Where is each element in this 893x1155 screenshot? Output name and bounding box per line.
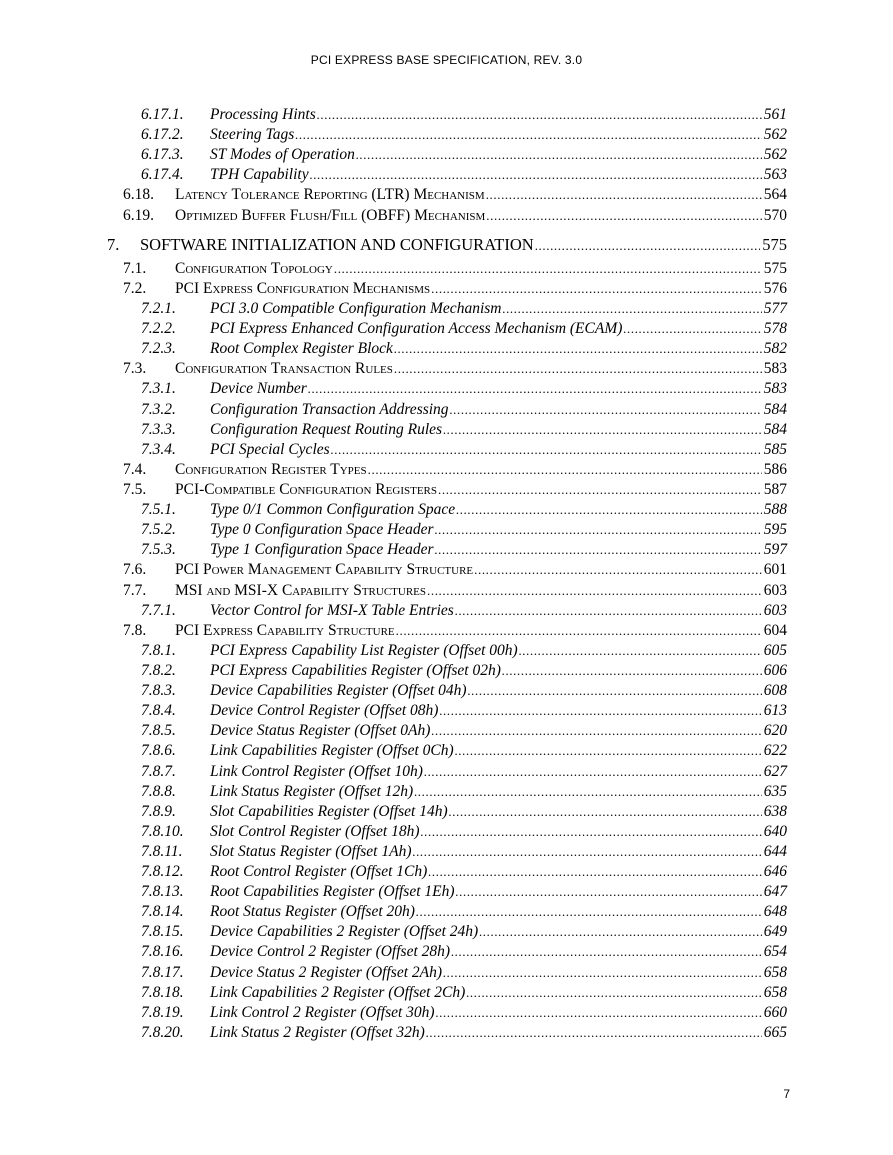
toc-entry-line	[175, 621, 787, 641]
toc-entry[interactable]	[0, 400, 893, 420]
toc-entry[interactable]	[0, 782, 893, 802]
toc-entry-number: 7.8.10.	[141, 822, 184, 840]
toc-entry-page[interactable]: 665	[763, 1023, 787, 1041]
toc-entry-line	[210, 782, 787, 802]
toc-entry-title[interactable]: Device Status 2 Register (Offset 2Ah)	[210, 963, 443, 981]
toc-entry[interactable]	[0, 520, 893, 540]
toc-entry-line	[210, 802, 787, 822]
toc-entry-line	[175, 279, 787, 299]
toc-entry-page[interactable]: 648	[763, 903, 787, 921]
toc-entry-page[interactable]: 584	[763, 420, 787, 438]
toc-entry-page[interactable]: 608	[763, 682, 787, 700]
dot-leader	[455, 601, 762, 621]
toc-entry-line	[210, 520, 787, 540]
toc-entry[interactable]	[0, 259, 893, 279]
toc-entry-line	[210, 681, 787, 701]
dot-leader	[451, 942, 762, 962]
toc-entry-number: 7.8.	[123, 621, 147, 639]
toc-entry-number: 7.8.15.	[141, 923, 184, 941]
toc-entry[interactable]	[0, 882, 893, 902]
toc-entry-title[interactable]: Slot Capabilities Register (Offset 14h)	[210, 802, 448, 820]
dot-leader	[455, 741, 762, 761]
toc-entry-line	[210, 339, 787, 359]
toc-entry-line	[175, 581, 787, 601]
toc-entry[interactable]	[0, 420, 893, 440]
toc-entry[interactable]	[0, 862, 893, 882]
dot-leader	[436, 1003, 762, 1023]
toc-entry-number: 6.18.	[123, 186, 154, 204]
toc-entry-number: 7.2.	[123, 279, 147, 297]
toc-entry-line	[210, 1003, 787, 1023]
toc-entry-page[interactable]: 564	[763, 186, 787, 204]
toc-entry[interactable]	[0, 942, 893, 962]
dot-leader	[428, 862, 761, 882]
toc-entry-title[interactable]: PCI 3.0 Compatible Configuration Mechanism	[210, 299, 502, 317]
toc-entry-title[interactable]: Link Capabilities Register (Offset 0Ch)	[210, 742, 454, 760]
toc-entry-number: 7.8.11.	[141, 842, 183, 860]
toc-entry-line	[210, 105, 787, 125]
toc-entry-line	[210, 741, 787, 761]
toc-entry-title[interactable]: Vector Control for MSI-X Table Entries	[210, 601, 454, 619]
toc-entry-title[interactable]: Device Capabilities Register (Offset 04h)	[210, 682, 467, 700]
dot-leader	[486, 206, 761, 226]
toc-entry-title[interactable]: Slot Status Register (Offset 1Ah)	[210, 842, 412, 860]
toc-entry-page[interactable]: 620	[763, 722, 787, 740]
toc-entry[interactable]	[0, 235, 893, 255]
toc-entry-title[interactable]: SOFTWARE INITIALIZATION AND CONFIGURATION	[140, 234, 534, 254]
toc-entry-page[interactable]: 627	[763, 762, 787, 780]
dot-leader	[456, 500, 762, 520]
dot-leader	[412, 842, 761, 862]
toc-entry[interactable]	[0, 802, 893, 822]
toc-entry-title[interactable]: Latency Tolerance Reporting (LTR) Mechanism	[175, 186, 485, 204]
toc-entry-number: 7.7.	[123, 581, 147, 599]
toc-entry-title[interactable]: Configuration Topology	[175, 259, 333, 277]
toc-entry[interactable]	[0, 581, 893, 601]
toc-entry[interactable]	[0, 641, 893, 661]
toc-entry-page[interactable]: 649	[763, 923, 787, 941]
toc-entry-page[interactable]: 658	[763, 963, 787, 981]
toc-entry-page[interactable]: 561	[763, 106, 787, 123]
toc-entry-number: 6.17.3.	[141, 146, 184, 164]
dot-leader	[295, 125, 761, 145]
toc-entry-line	[210, 400, 787, 420]
toc-entry-title[interactable]: Device Control Register (Offset 08h)	[210, 702, 439, 720]
toc-entry-title[interactable]: Configuration Transaction Rules	[175, 360, 393, 378]
dot-leader	[356, 145, 762, 165]
toc-entry-title[interactable]: Link Capabilities 2 Register (Offset 2Ch)	[210, 983, 466, 1001]
toc-entry-number: 7.2.2.	[141, 320, 176, 338]
toc-entry-line	[210, 661, 787, 681]
toc-entry-title[interactable]: Steering Tags	[210, 126, 295, 144]
dot-leader	[396, 621, 762, 641]
toc-entry-page[interactable]: 582	[763, 340, 787, 358]
toc-entry-title[interactable]: Slot Control Register (Offset 18h)	[210, 822, 420, 840]
toc-entry-line	[210, 721, 787, 741]
toc-entry-page[interactable]: 576	[763, 279, 787, 297]
toc-entry-number: 7.	[107, 234, 120, 254]
toc-entry[interactable]	[0, 540, 893, 560]
toc-entry-number: 7.3.	[123, 360, 147, 378]
toc-entry-number: 7.8.12.	[141, 863, 184, 881]
dot-leader	[427, 581, 762, 601]
toc-entry[interactable]	[0, 842, 893, 862]
toc-entry-title[interactable]: Configuration Request Routing Rules	[210, 420, 443, 438]
toc-entry-page[interactable]: 647	[763, 883, 787, 901]
toc-entry-number: 7.8.20.	[141, 1023, 184, 1041]
toc-entry[interactable]	[0, 500, 893, 520]
toc-entry-number: 7.8.8.	[141, 782, 176, 800]
toc-entry-page[interactable]: 660	[763, 1003, 787, 1021]
toc-entry-number: 7.8.5.	[141, 722, 176, 740]
toc-entry[interactable]	[0, 1003, 893, 1023]
toc-entry[interactable]	[0, 741, 893, 761]
toc-entry[interactable]	[0, 279, 893, 299]
dot-leader	[334, 259, 762, 279]
toc-entry[interactable]	[0, 206, 893, 226]
toc-entry-number: 7.8.6.	[141, 742, 176, 760]
toc-entry[interactable]	[0, 822, 893, 842]
toc-entry[interactable]	[0, 185, 893, 205]
toc-entry-title[interactable]: Link Control Register (Offset 10h)	[210, 762, 423, 780]
toc-entry-page[interactable]: 604	[763, 621, 787, 639]
dot-leader	[308, 379, 762, 399]
toc-entry-number: 7.5.	[123, 480, 147, 498]
toc-entry-title[interactable]: Device Control 2 Register (Offset 28h)	[210, 943, 451, 961]
toc-entry-number: 7.8.9.	[141, 802, 176, 820]
toc-entry-page[interactable]: 635	[763, 782, 787, 800]
toc-entry-line	[210, 963, 787, 983]
toc-entry-title[interactable]: PCI Express Configuration Mechanisms	[175, 279, 431, 297]
toc-entry-title[interactable]: Configuration Transaction Addressing	[210, 400, 449, 418]
toc-entry-line	[210, 440, 787, 460]
toc-entry-page[interactable]: 622	[763, 742, 787, 760]
toc-entry-page[interactable]: 658	[763, 983, 787, 1001]
toc-entry-title[interactable]: Root Complex Register Block	[210, 340, 393, 358]
table-of-contents	[0, 105, 893, 1043]
toc-entry-number: 7.8.1.	[141, 641, 176, 659]
toc-entry-number: 7.8.7.	[141, 762, 176, 780]
dot-leader	[416, 902, 762, 922]
toc-entry[interactable]	[0, 963, 893, 983]
toc-entry-line	[210, 125, 787, 145]
toc-entry-page[interactable]: 595	[763, 521, 787, 539]
toc-entry-page[interactable]: 585	[763, 440, 787, 458]
toc-entry-title[interactable]: PCI Express Capabilities Register (Offset 02h)	[210, 661, 501, 679]
dot-leader	[421, 822, 762, 842]
toc-entry-title[interactable]: Processing Hints	[210, 106, 316, 123]
toc-entry-page[interactable]: 562	[763, 126, 787, 144]
toc-entry-page[interactable]: 606	[763, 661, 787, 679]
toc-entry-page[interactable]: 583	[763, 380, 787, 398]
toc-entry-page[interactable]: 640	[763, 822, 787, 840]
toc-entry-title[interactable]: Root Status Register (Offset 20h)	[210, 903, 415, 921]
toc-entry[interactable]	[0, 339, 893, 359]
toc-entry-line	[175, 259, 787, 279]
toc-entry-title[interactable]: Type 0/1 Common Configuration Space	[210, 501, 456, 519]
dot-leader	[394, 339, 762, 359]
toc-entry-line	[210, 145, 787, 165]
toc-entry-title[interactable]: PCI Special Cycles	[210, 440, 330, 458]
toc-entry-title[interactable]: PCI Express Enhanced Configuration Access Mechanism (ECAM)	[210, 320, 623, 338]
toc-entry-page[interactable]: 603	[763, 601, 787, 619]
toc-entry[interactable]	[0, 359, 893, 379]
dot-leader	[443, 963, 762, 983]
toc-entry-number: 7.2.1.	[141, 299, 176, 317]
dot-leader	[439, 701, 761, 721]
toc-entry-number: 6.17.2.	[141, 126, 184, 144]
toc-entry-line	[210, 902, 787, 922]
toc-entry-page[interactable]: 563	[763, 166, 787, 184]
toc-entry-title[interactable]: Device Capabilities 2 Register (Offset 24h)	[210, 923, 479, 941]
dot-leader	[414, 782, 762, 802]
toc-entry-line	[175, 460, 787, 480]
toc-entry-line	[210, 420, 787, 440]
toc-entry[interactable]	[0, 299, 893, 319]
toc-entry-number: 7.8.14.	[141, 903, 184, 921]
toc-entry-number: 7.5.3.	[141, 541, 176, 559]
toc-entry[interactable]	[0, 165, 893, 185]
toc-entry[interactable]	[0, 762, 893, 782]
toc-entry-line	[175, 185, 787, 205]
toc-entry[interactable]	[0, 560, 893, 580]
toc-entry[interactable]	[0, 721, 893, 741]
toc-entry-number: 7.8.3.	[141, 682, 176, 700]
dot-leader	[435, 520, 762, 540]
toc-entry-line	[210, 641, 787, 661]
toc-entry-line	[210, 762, 787, 782]
toc-entry-number: 7.3.2.	[141, 400, 176, 418]
toc-entry-number: 7.8.13.	[141, 883, 184, 901]
toc-entry[interactable]	[0, 125, 893, 145]
toc-entry-page[interactable]: 586	[763, 460, 787, 478]
toc-entry-line	[140, 235, 787, 256]
toc-entry-line	[210, 942, 787, 962]
toc-entry-title[interactable]: PCI Power Management Capability Structure	[175, 561, 474, 579]
dot-leader	[468, 681, 762, 701]
toc-entry[interactable]	[0, 661, 893, 681]
toc-entry-title[interactable]: PCI Express Capability List Register (Offset 00h)	[210, 641, 518, 659]
toc-entry-page[interactable]: 644	[763, 842, 787, 860]
toc-entry-number: 7.8.18.	[141, 983, 184, 1001]
toc-entry[interactable]	[0, 601, 893, 621]
toc-entry[interactable]	[0, 902, 893, 922]
toc-entry-number: 7.6.	[123, 561, 147, 579]
dot-leader	[456, 882, 762, 902]
toc-entry-line	[210, 922, 787, 942]
toc-entry-page[interactable]: 603	[763, 581, 787, 599]
toc-entry-page[interactable]: 575	[763, 259, 787, 277]
toc-entry-number: 6.17.1.	[141, 106, 184, 123]
toc-entry-page[interactable]: 588	[763, 501, 787, 519]
toc-entry-title[interactable]: Link Status 2 Register (Offset 32h)	[210, 1023, 425, 1041]
toc-entry-line	[210, 862, 787, 882]
toc-entry-title[interactable]: Optimized Buffer Flush/Fill (OBFF) Mechanism	[175, 206, 486, 224]
toc-entry-page[interactable]: 654	[763, 943, 787, 961]
toc-entry-page[interactable]: 578	[763, 320, 787, 338]
toc-entry-number: 7.8.4.	[141, 702, 176, 720]
toc-entry-title[interactable]: ST Modes of Operation	[210, 146, 355, 164]
toc-entry-title[interactable]: Configuration Register Types	[175, 460, 367, 478]
toc-entry-page[interactable]: 587	[763, 480, 787, 498]
toc-entry-title[interactable]: Device Status Register (Offset 0Ah)	[210, 722, 431, 740]
dot-leader	[424, 762, 762, 782]
toc-entry-page[interactable]: 601	[763, 561, 787, 579]
toc-entry-page[interactable]: 613	[763, 702, 787, 720]
toc-entry-number: 7.8.17.	[141, 963, 184, 981]
toc-entry-page[interactable]: 597	[763, 541, 787, 559]
toc-entry-number: 7.8.2.	[141, 661, 176, 679]
toc-entry-page[interactable]: 583	[763, 360, 787, 378]
toc-entry[interactable]	[0, 681, 893, 701]
toc-entry[interactable]	[0, 379, 893, 399]
running-header: PCI EXPRESS BASE SPECIFICATION, REV. 3.0	[310, 53, 583, 67]
dot-leader	[519, 641, 762, 661]
toc-entry[interactable]	[0, 145, 893, 165]
toc-entry-line	[210, 500, 787, 520]
toc-entry-number: 7.3.3.	[141, 420, 176, 438]
dot-leader	[431, 721, 761, 741]
page-number: 7	[783, 1087, 790, 1101]
dot-leader	[502, 299, 761, 319]
toc-entry-title[interactable]: Device Number	[210, 380, 307, 398]
dot-leader	[435, 540, 762, 560]
toc-entry-line	[210, 1023, 787, 1043]
dot-leader	[394, 359, 762, 379]
dot-leader	[449, 802, 762, 822]
dot-leader	[331, 440, 762, 460]
toc-entry-number: 7.5.1.	[141, 501, 176, 519]
dot-leader	[317, 105, 762, 125]
dot-leader	[623, 319, 761, 339]
toc-entry-line	[210, 319, 787, 339]
toc-entry-line	[175, 560, 787, 580]
toc-entry-number: 7.3.1.	[141, 380, 176, 398]
toc-entry[interactable]	[0, 922, 893, 942]
toc-entry-line	[210, 379, 787, 399]
dot-leader	[450, 400, 762, 420]
toc-entry-line	[210, 701, 787, 721]
toc-entry-number: 7.1.	[123, 259, 147, 277]
toc-entry[interactable]	[0, 983, 893, 1003]
toc-entry[interactable]	[0, 480, 893, 500]
toc-entry-page[interactable]: 638	[763, 802, 787, 820]
toc-entry-line	[210, 299, 787, 319]
dot-leader	[479, 922, 762, 942]
toc-entry[interactable]	[0, 701, 893, 721]
toc-entry[interactable]	[0, 1023, 893, 1043]
toc-entry[interactable]	[0, 621, 893, 641]
toc-entry-number: 7.3.4.	[141, 440, 176, 458]
dot-leader	[431, 279, 762, 299]
toc-entry-number: 7.7.1.	[141, 601, 176, 619]
toc-entry-title[interactable]: Link Status Register (Offset 12h)	[210, 782, 414, 800]
toc-entry[interactable]	[0, 440, 893, 460]
dot-leader	[438, 480, 762, 500]
toc-entry[interactable]	[0, 460, 893, 480]
toc-entry-line	[210, 822, 787, 842]
toc-entry-number: 7.4.	[123, 460, 147, 478]
toc-entry-number: 7.5.2.	[141, 521, 176, 539]
toc-entry[interactable]	[0, 319, 893, 339]
toc-entry-line	[210, 882, 787, 902]
toc-entry-title[interactable]: Type 0 Configuration Space Header	[210, 521, 434, 539]
toc-entry-title[interactable]: Link Control 2 Register (Offset 30h)	[210, 1003, 435, 1021]
toc-entry-title[interactable]: MSI and MSI-X Capability Structures	[175, 581, 426, 599]
toc-entry-line	[175, 480, 787, 500]
toc-entry-line	[175, 359, 787, 379]
toc-entry-page[interactable]: 577	[763, 299, 787, 317]
toc-entry-page[interactable]: 562	[763, 146, 787, 164]
toc-entry-page[interactable]: 570	[763, 206, 787, 224]
toc-entry-number: 6.19.	[123, 206, 154, 224]
toc-entry-line	[210, 601, 787, 621]
dot-leader	[486, 185, 762, 205]
toc-entry-page[interactable]: 575	[762, 234, 787, 254]
dot-leader	[474, 560, 762, 580]
toc-entry[interactable]	[0, 105, 893, 125]
toc-entry-line	[210, 540, 787, 560]
toc-entry-title[interactable]: Root Control Register (Offset 1Ch)	[210, 863, 428, 881]
toc-entry-title[interactable]: PCI-Compatible Configuration Registers	[175, 480, 437, 498]
toc-entry-number: 6.17.4.	[141, 166, 184, 184]
toc-entry-number: 7.8.16.	[141, 943, 184, 961]
toc-entry-line	[175, 206, 787, 226]
toc-entry-title[interactable]: Root Capabilities Register (Offset 1Eh)	[210, 883, 455, 901]
dot-leader	[426, 1023, 762, 1043]
dot-leader	[535, 236, 761, 256]
dot-leader	[443, 420, 762, 440]
dot-leader	[502, 661, 762, 681]
toc-entry-page[interactable]: 605	[763, 641, 787, 659]
toc-entry-page[interactable]: 646	[763, 863, 787, 881]
toc-entry-line	[210, 165, 787, 185]
dot-leader	[368, 460, 762, 480]
toc-entry-page[interactable]: 584	[763, 400, 787, 418]
dot-leader	[310, 165, 762, 185]
toc-entry-title[interactable]: PCI Express Capability Structure	[175, 621, 395, 639]
toc-entry-number: 7.2.3.	[141, 340, 176, 358]
toc-entry-line	[210, 983, 787, 1003]
dot-leader	[466, 983, 761, 1003]
toc-entry-title[interactable]: Type 1 Configuration Space Header	[210, 541, 434, 559]
toc-entry-number: 7.8.19.	[141, 1003, 184, 1021]
toc-entry-title[interactable]: TPH Capability	[210, 166, 309, 184]
toc-entry-line	[210, 842, 787, 862]
